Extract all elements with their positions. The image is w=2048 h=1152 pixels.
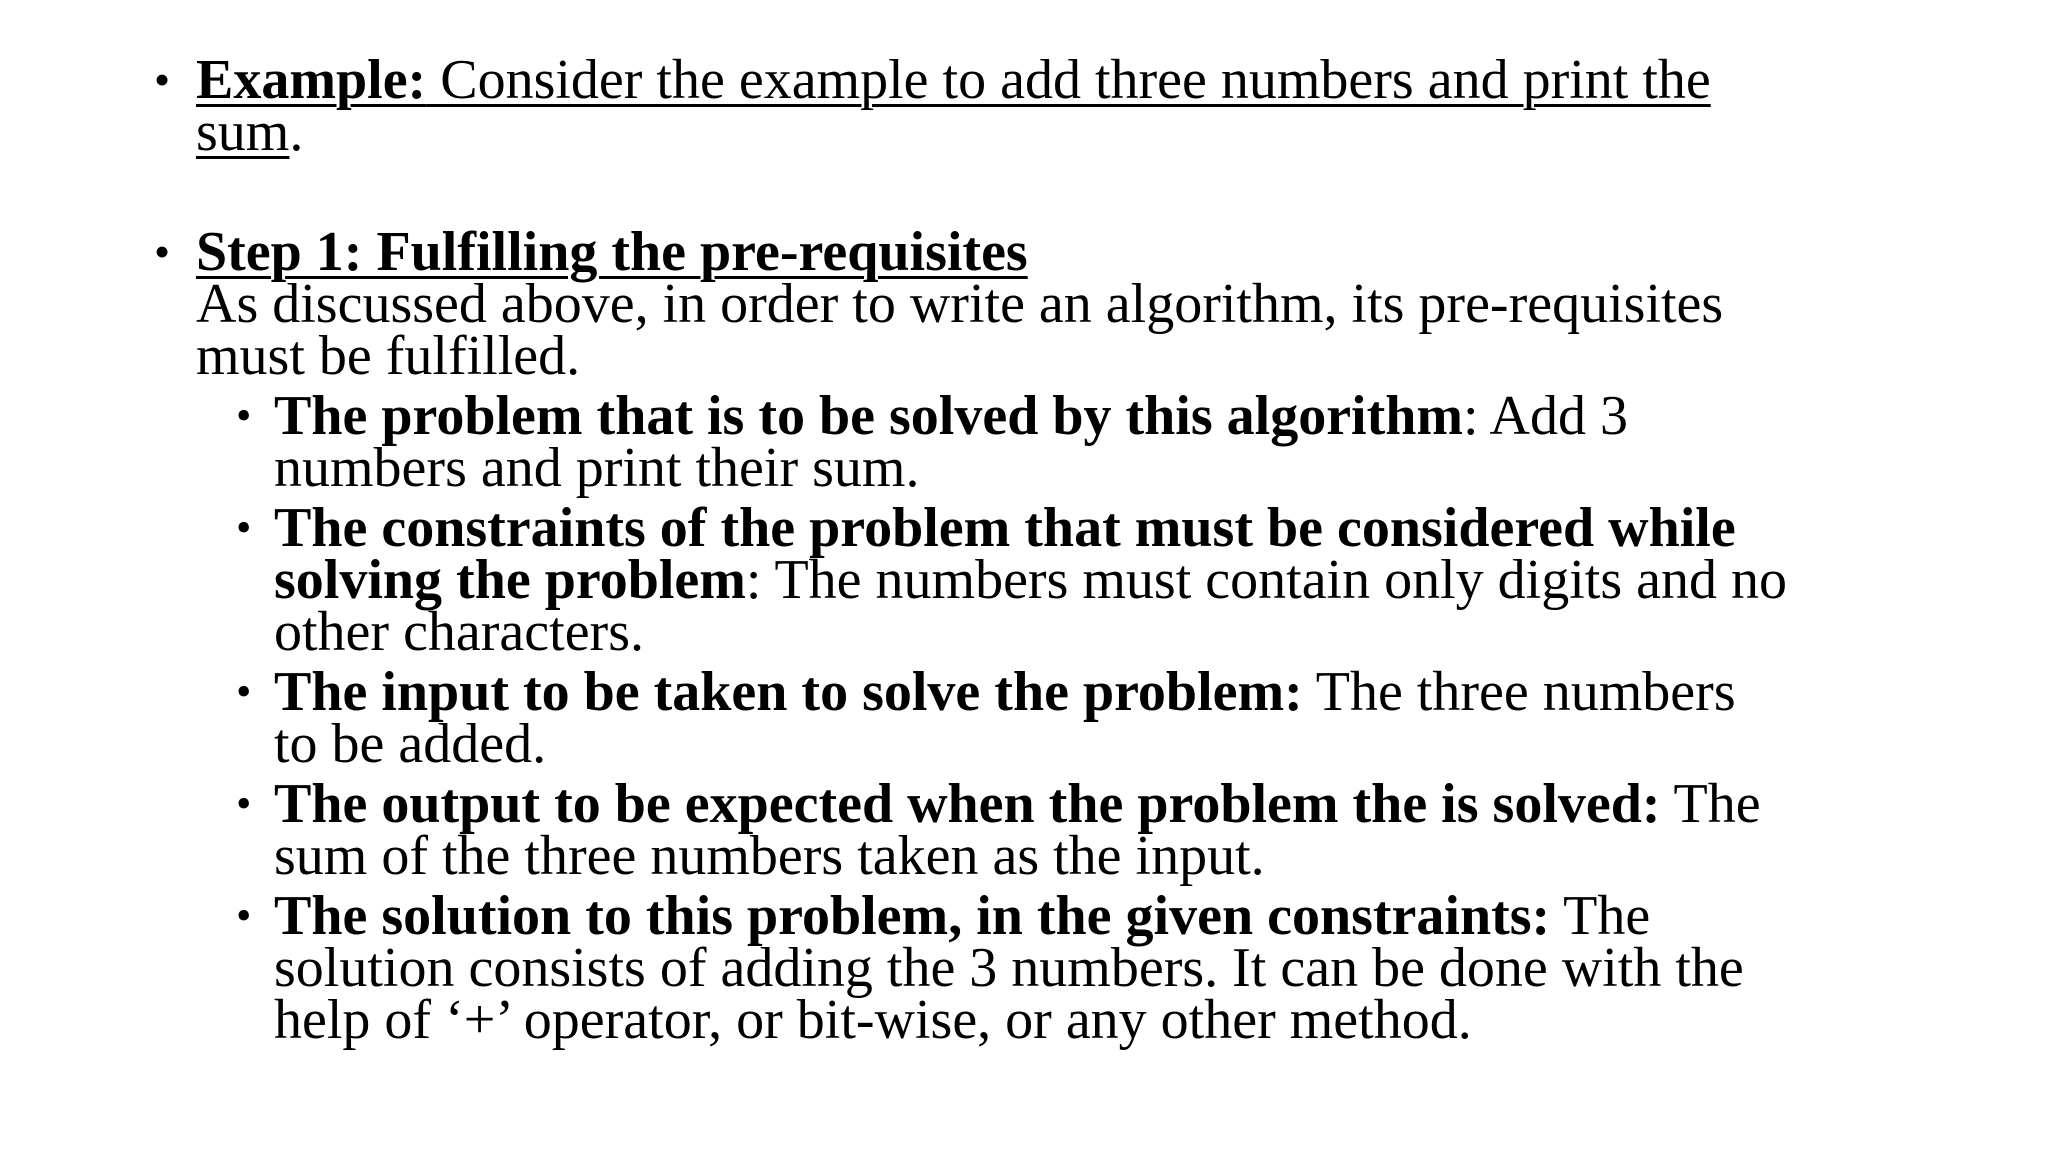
bullet-dot-icon: • (236, 891, 252, 940)
example-line-1 (196, 49, 1956, 111)
subitem-line: other characters. (274, 601, 644, 663)
subitem-line (274, 885, 1974, 947)
subitem-line: sum of the three numbers taken as the input. (274, 825, 1265, 887)
subitem-bold: The problem that is to be solved by this algorithm (274, 385, 1464, 447)
bullet-dot-icon: • (236, 779, 252, 828)
step1-body-line-2: must be fulfilled. (196, 325, 581, 387)
subitem-text: The three numbers (1302, 661, 1736, 723)
subitem-problem (236, 385, 1974, 499)
step1-heading-line (196, 221, 1956, 283)
subitem-text: The (1550, 885, 1651, 947)
subitem-line: to be added. (274, 713, 547, 775)
subitem-bold: The solution to this problem, in the given constraints: (274, 885, 1551, 947)
subitem-text: : Add 3 (1463, 385, 1628, 447)
subitem-line: numbers and print their sum. (274, 437, 920, 499)
bullet-dot-icon: • (236, 503, 252, 552)
example-text-tail: . (289, 101, 304, 163)
step1-body-line-1: As discussed above, in order to write an algorithm, its pre-requisites (196, 273, 1724, 335)
bullet-dot-icon: • (154, 226, 171, 277)
subitem-line (274, 385, 1974, 447)
subitem-line (274, 773, 1974, 835)
subitem-line: solution consists of adding the 3 numbers. It can be done with the (274, 937, 1744, 999)
subitem-output (236, 773, 1974, 887)
step1-bullet (154, 221, 1956, 387)
subitem-solution (236, 885, 1974, 1051)
subitem-bold: The constraints of the problem that must be considered while (274, 497, 1736, 559)
example-line-2 (196, 101, 1956, 163)
example-text: Consider the example to add three numbers and print the (426, 49, 1711, 111)
bullet-dot-icon: • (236, 667, 252, 716)
subitem-text: : The numbers must contain only digits and no (745, 549, 1787, 611)
example-bullet (154, 49, 1956, 163)
example-text-underlined: sum (196, 101, 290, 163)
subitem-input (236, 661, 1974, 775)
example-label: Example: (196, 49, 427, 111)
subitem-text: The (1660, 773, 1761, 835)
subitem-constraints (236, 497, 1974, 663)
subitem-line (274, 497, 1974, 559)
subitem-bold: The output to be expected when the problem the is solved: (274, 773, 1661, 835)
bullet-dot-icon: • (236, 391, 252, 440)
step1-heading: Step 1: Fulfilling the pre-requisites (196, 221, 1028, 283)
subitem-line (274, 661, 1974, 723)
bullet-dot-icon: • (154, 54, 171, 105)
subitem-line (274, 549, 1974, 611)
subitem-bold: solving the problem (274, 549, 746, 611)
subitem-bold: The input to be taken to solve the problem: (274, 661, 1303, 723)
subitem-line: help of ‘+’ operator, or bit-wise, or any other method. (274, 989, 1472, 1051)
